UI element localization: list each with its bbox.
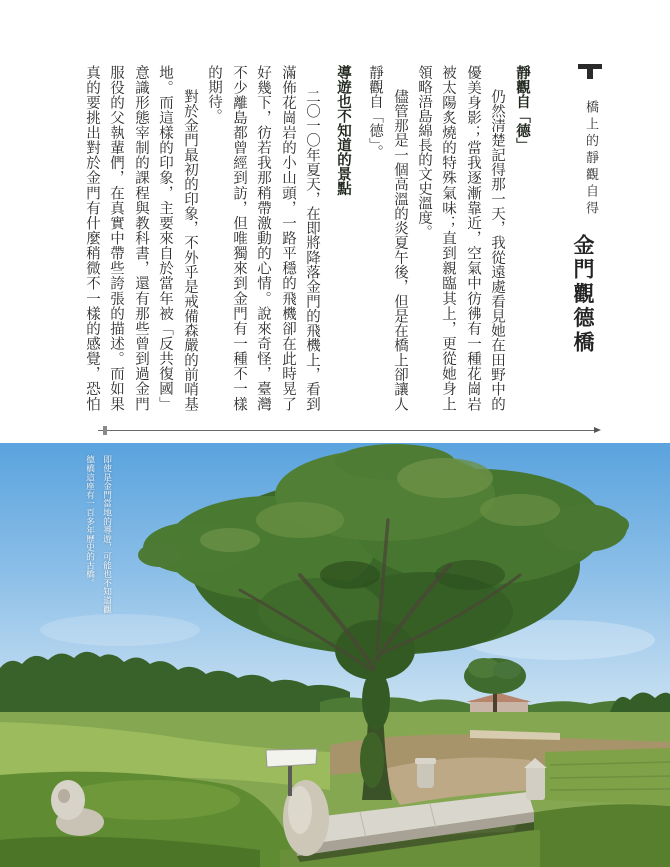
text-line: 滿佈花崗岩的小山頭，一路平穩的飛機卻在此時晃了 — [280, 65, 296, 411]
section-heading: 靜觀自「德」 — [514, 65, 531, 152]
text-line: 儘管那是一個高溫的炎夏午後，但是在橋上卻讓人 — [392, 89, 408, 411]
text-line: 不少離島都曾經到訪，但唯獨來到金門有一種不一樣 — [231, 65, 247, 411]
corner-mark-icon — [578, 64, 602, 79]
photo-caption-line: 即使是金門當地的導遊，可能也不知道觀 — [101, 455, 111, 614]
text-line: 意識形態宰制的課程與教科書，還有那些曾到過金門 — [133, 65, 149, 411]
photo-caption-line: 德橋這座有一百多年歷史的古橋。 — [84, 455, 94, 587]
text-line: 服役的父執輩們，在真實中帶些誇張的描述。而如果 — [108, 65, 124, 411]
series-title: 橋上的靜觀自得 — [583, 100, 598, 214]
text-line: 的期待。 — [206, 65, 222, 123]
text-line: 靜觀自「德」。 — [367, 65, 383, 160]
text-line: 對於金門最初的印象，不外乎是戒備森嚴的前哨基 — [182, 89, 198, 411]
text-line: 好幾下，彷若我那稍帶激動的心情。說來奇怪，臺灣 — [255, 65, 271, 411]
text-line: 真的要挑出對於金門有什麼稍微不一樣的感覺，恐怕 — [84, 65, 100, 411]
section-heading: 導遊也不知道的景點 — [335, 65, 352, 196]
arrow-right-icon — [594, 427, 601, 433]
text-line: 被太陽炙燒的特殊氣味；直到親臨其上，更從她身上 — [440, 65, 456, 411]
page-title: 金門觀德橋 — [571, 234, 596, 352]
divider-tick — [103, 426, 107, 435]
text-line: 仍然清楚記得那一天，我從遠處看見她在田野中的 — [489, 89, 505, 411]
text-line: 領略浯島綿長的文史溫度。 — [416, 65, 432, 239]
text-line: 地。而這樣的印象，主要來自於當年被「反共復國」 — [157, 65, 173, 411]
stone-post-small — [415, 758, 436, 788]
text-line: 優美身影；當我逐漸靠近，空氣中彷彿有一種花崗岩 — [465, 65, 481, 411]
corner-mark-stem — [587, 64, 593, 79]
divider-line — [98, 430, 594, 431]
text-line: 二〇一〇年夏天，在即將降落金門的飛機上，看到 — [304, 89, 320, 411]
